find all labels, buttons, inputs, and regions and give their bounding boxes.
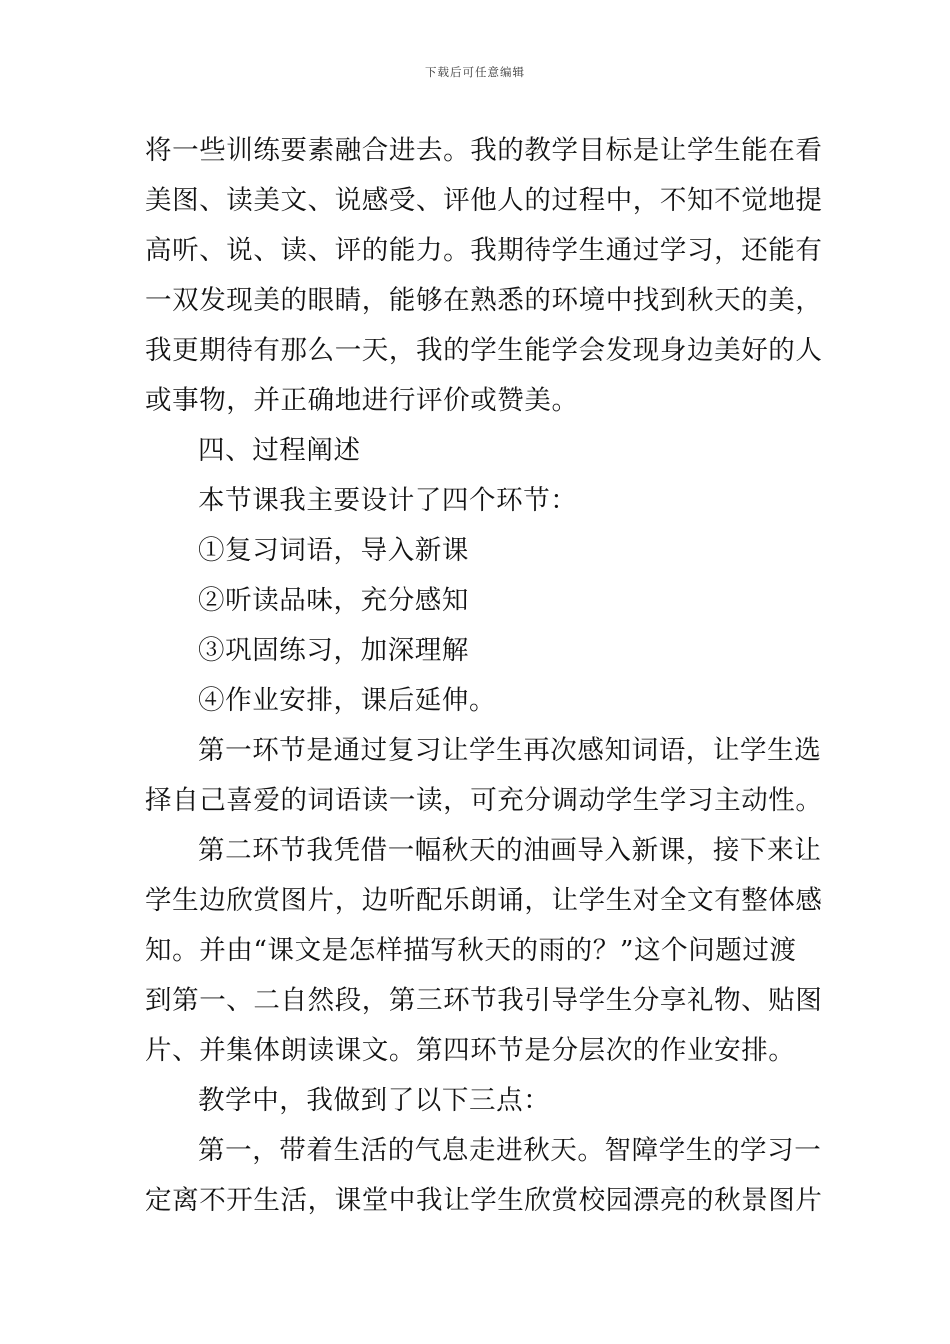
text-line: 本节课我主要设计了四个环节： bbox=[198, 485, 578, 516]
text-line: 教学中，我做到了以下三点： bbox=[198, 1085, 551, 1116]
section-heading: 四、过程阐述 bbox=[198, 435, 361, 466]
text-line: 择自己喜爱的词语读一读，可充分调动学生学习主动性。 bbox=[145, 785, 823, 816]
list-item: ①复习词语，导入新课 bbox=[198, 535, 469, 566]
list-item: ③巩固练习，加深理解 bbox=[198, 635, 469, 666]
page-header: 下载后可任意编辑 bbox=[425, 65, 525, 79]
text-line: 将一些训练要素融合进去。我的教学目标是让学生能在看 bbox=[145, 135, 823, 166]
document-body bbox=[145, 126, 823, 1226]
text-line: 定离不开生活，课堂中我让学生欣赏校园漂亮的秋景图片 bbox=[145, 1185, 823, 1216]
text-line: 高听、说、读、评的能力。我期待学生通过学习，还能有 bbox=[145, 235, 823, 266]
text-line: 学生边欣赏图片，边听配乐朗诵，让学生对全文有整体感 bbox=[145, 885, 823, 916]
list-item: ②听读品味，充分感知 bbox=[198, 585, 469, 616]
text-line: 第一，带着生活的气息走进秋天。智障学生的学习一 bbox=[198, 1135, 822, 1166]
text-line: 知。并由“课文是怎样描写秋天的雨的？”这个问题过渡 bbox=[145, 935, 797, 966]
text-line: 片、并集体朗读课文。第四环节是分层次的作业安排。 bbox=[145, 1035, 796, 1066]
text-line: 第一环节是通过复习让学生再次感知词语，让学生选 bbox=[198, 735, 822, 766]
text-line: 美图、读美文、说感受、评他人的过程中，不知不觉地提 bbox=[145, 185, 823, 216]
text-line: 或事物，并正确地进行评价或赞美。 bbox=[145, 385, 579, 416]
list-item: ④作业安排，课后延伸。 bbox=[198, 685, 497, 716]
text-line: 第二环节我凭借一幅秋天的油画导入新课，接下来让 bbox=[198, 835, 822, 866]
text-line: 一双发现美的眼睛，能够在熟悉的环境中找到秋天的美， bbox=[145, 285, 823, 316]
text-line: 我更期待有那么一天，我的学生能学会发现身边美好的人 bbox=[145, 335, 823, 366]
text-line: 到第一、二自然段，第三环节我引导学生分享礼物、贴图 bbox=[145, 985, 823, 1016]
